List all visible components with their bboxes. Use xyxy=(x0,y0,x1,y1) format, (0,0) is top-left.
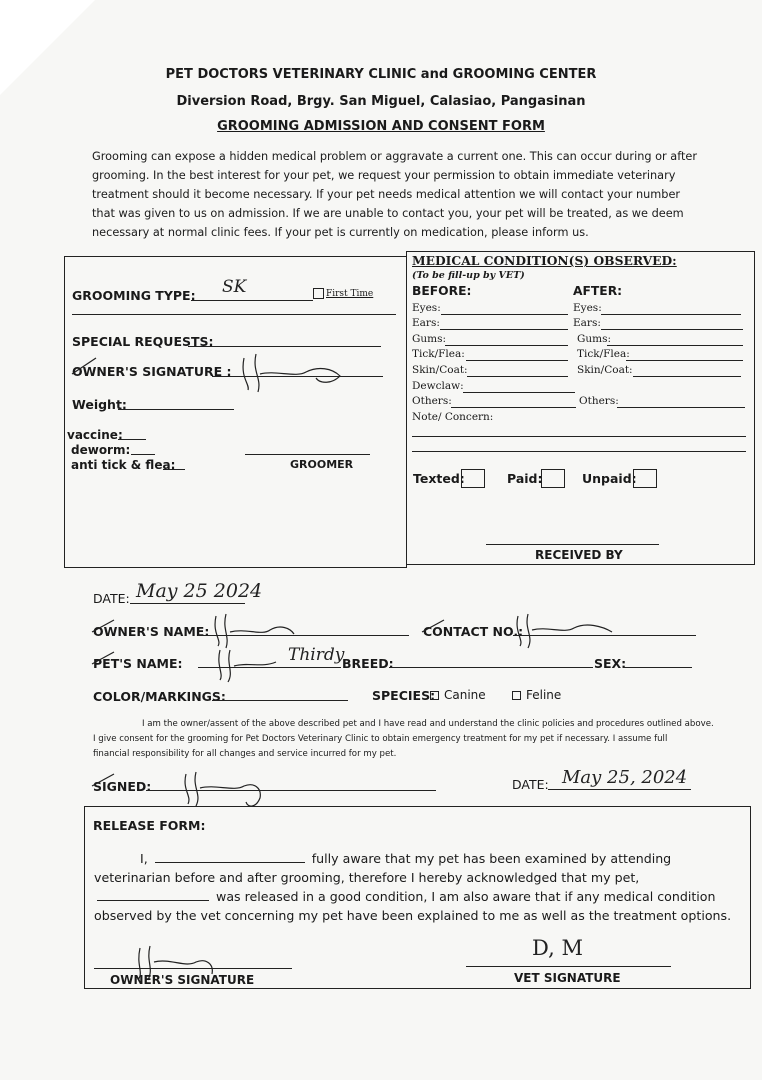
color-label: COLOR/MARKINGS: xyxy=(93,689,226,704)
unpaid-label: Unpaid: xyxy=(582,471,637,486)
before-ears-line[interactable] xyxy=(440,329,568,330)
release-pet-blank[interactable] xyxy=(97,889,209,901)
weight-line[interactable] xyxy=(118,409,234,410)
before-dewclaw-label: Dewclaw: xyxy=(412,380,464,392)
weight-label: Weight: xyxy=(72,397,127,412)
strike-mark xyxy=(90,650,118,666)
medical-subtitle: (To be fill-up by VET) xyxy=(412,270,525,281)
feline-checkbox[interactable] xyxy=(512,691,521,700)
owner-name-scribble xyxy=(208,610,298,650)
texted-label: Texted: xyxy=(413,471,465,486)
canine-checkbox[interactable] xyxy=(430,691,439,700)
grooming-type-value: SK xyxy=(222,277,247,297)
after-label: AFTER: xyxy=(573,284,623,298)
breed-label: BREED: xyxy=(342,656,394,671)
after-ears-label: Ears: xyxy=(573,317,601,329)
pet-name-scribble xyxy=(212,646,282,686)
pet-name-label: PET'S NAME: xyxy=(93,656,183,671)
grooming-type-line[interactable] xyxy=(191,300,313,301)
first-time-option[interactable] xyxy=(313,288,373,299)
deworm-line[interactable] xyxy=(131,454,155,455)
special-requests-label: SPECIAL REQUESTS: xyxy=(72,334,214,349)
vet-sig-label: VET SIGNATURE xyxy=(514,971,621,985)
anti-tick-line[interactable] xyxy=(163,469,185,470)
after-others-line[interactable] xyxy=(617,407,745,408)
after-gums-label: Gums: xyxy=(577,333,612,345)
date-line[interactable] xyxy=(130,603,245,604)
release-name-blank[interactable] xyxy=(155,851,305,863)
owner-name-label: OWNER'S NAME: xyxy=(93,624,210,639)
received-by-line[interactable] xyxy=(486,544,659,545)
contact-label: CONTACT NO.: xyxy=(423,624,524,639)
date2-label: DATE: xyxy=(512,777,549,792)
pet-name-value: Thirdy xyxy=(288,645,345,665)
before-tickflea-line[interactable] xyxy=(466,360,568,361)
note-label: Note/ Concern: xyxy=(412,411,494,423)
texted-checkbox[interactable] xyxy=(461,469,485,488)
medical-title: MEDICAL CONDITION(S) OBSERVED: xyxy=(412,253,677,268)
before-others-label: Others: xyxy=(412,395,452,407)
medical-box xyxy=(406,251,755,565)
date2-value: May 25, 2024 xyxy=(562,767,688,788)
owner-signature-scribble xyxy=(236,348,346,396)
owner-signature-label: OWNER'S SIGNATURE : xyxy=(72,364,232,379)
after-gums-line[interactable] xyxy=(607,345,743,346)
grooming-type-line-2 xyxy=(72,314,396,315)
strike-mark xyxy=(70,356,100,376)
date2-line[interactable] xyxy=(548,789,691,790)
before-eyes-label: Eyes: xyxy=(412,302,441,314)
form-title: GROOMING ADMISSION AND CONSENT FORM xyxy=(217,119,545,134)
color-line[interactable] xyxy=(212,700,348,701)
after-skincoat-label: Skin/Coat: xyxy=(577,364,633,376)
breed-line[interactable] xyxy=(389,667,593,668)
special-requests-line[interactable] xyxy=(188,346,381,347)
date-value: May 25 2024 xyxy=(136,580,263,602)
before-gums-line[interactable] xyxy=(445,345,568,346)
before-skincoat-label: Skin/Coat: xyxy=(412,364,468,376)
clinic-address: Diversion Road, Brgy. San Miguel, Calasiao, Pangasinan xyxy=(176,94,586,109)
before-label: BEFORE: xyxy=(412,284,472,298)
vet-sig-value: D, M xyxy=(532,936,583,960)
after-eyes-line[interactable] xyxy=(601,314,741,315)
consent-statement-2: I give consent for the grooming for Pet Doctors Veterinary Clinic to obtain emergency treatment for my pet if necessary. I assume full financial responsibility for all changes and service incurred for my pet. xyxy=(93,734,668,759)
release-text-a: I, xyxy=(140,851,148,866)
strike-mark xyxy=(90,618,118,634)
before-skincoat-line[interactable] xyxy=(467,376,568,377)
date-label: DATE: xyxy=(93,591,130,606)
vaccine-line[interactable] xyxy=(118,439,146,440)
before-ears-label: Ears: xyxy=(412,317,440,329)
species-canine-option[interactable] xyxy=(430,688,486,702)
release-text-b: fully aware that my pet has been examined by attending veterinarian before and after grooming, therefore I hereby acknowledged that my pet, xyxy=(94,851,672,885)
after-ears-line[interactable] xyxy=(601,329,743,330)
strike-mark xyxy=(420,618,448,634)
after-eyes-label: Eyes: xyxy=(573,302,602,314)
sex-line[interactable] xyxy=(623,667,692,668)
grooming-type-label: GROOMING TYPE: xyxy=(72,288,196,303)
before-dewclaw-line[interactable] xyxy=(463,392,575,393)
intro-paragraph: Grooming can expose a hidden medical problem or aggravate a current one. This can occur during or after grooming. In the best interest for your pet, we request your permission to obtain immediate veterinary treatment should it become necessary. If your pet needs medical attention we will contact your number that was given to us on admission. If we are unable to contact you, your pet will be treated, as we deem necessary at normal clinic fees. If your pet is currently on medication, please inform us. xyxy=(92,150,698,239)
anti-tick-label: anti tick & flea: xyxy=(71,458,176,472)
vet-sig-line[interactable] xyxy=(466,966,671,967)
signed-label: SIGNED: xyxy=(93,779,152,794)
deworm-label: deworm: xyxy=(71,443,131,457)
clinic-name: PET DOCTORS VETERINARY CLINIC and GROOMING CENTER xyxy=(165,67,597,82)
paid-label: Paid: xyxy=(507,471,543,486)
after-skincoat-line[interactable] xyxy=(633,376,741,377)
received-by-label: RECEIVED BY xyxy=(535,548,623,562)
before-tickflea-label: Tick/Flea: xyxy=(412,348,465,360)
feline-label: Feline xyxy=(526,688,562,702)
paid-checkbox[interactable] xyxy=(541,469,565,488)
unpaid-checkbox[interactable] xyxy=(633,469,657,488)
release-paragraph xyxy=(94,849,748,925)
groomer-label: GROOMER xyxy=(290,458,354,471)
owner-sig-label: OWNER'S SIGNATURE xyxy=(110,973,255,987)
note-line-1[interactable] xyxy=(412,436,746,437)
after-others-label: Others: xyxy=(579,395,619,407)
canine-label: Canine xyxy=(444,688,486,702)
note-line-2[interactable] xyxy=(412,451,746,452)
release-title: RELEASE FORM: xyxy=(93,818,206,833)
contact-scribble xyxy=(512,610,616,650)
species-label: SPECIES: xyxy=(372,688,436,703)
vaccine-label: vaccine: xyxy=(67,428,123,442)
release-text-c: was released in a good condition, I am also aware that if any medical condition observed by the vet concerning my pet have been explained to me as well as the treatment options. xyxy=(94,889,732,923)
after-tickflea-label: Tick/Flea: xyxy=(577,348,630,360)
first-time-label: First Time xyxy=(326,289,374,299)
before-gums-label: Gums: xyxy=(412,333,447,345)
first-time-checkbox[interactable] xyxy=(313,288,324,299)
sex-label: SEX: xyxy=(594,656,627,671)
before-others-line[interactable] xyxy=(451,407,576,408)
after-tickflea-line[interactable] xyxy=(626,360,743,361)
species-feline-option[interactable] xyxy=(512,688,561,702)
before-eyes-line[interactable] xyxy=(441,314,568,315)
consent-statement-1: I am the owner/assent of the above described pet and I have read and understand the clinic policies and procedures outlined above. xyxy=(142,719,714,729)
groomer-line[interactable] xyxy=(245,454,370,455)
strike-mark xyxy=(90,772,118,788)
